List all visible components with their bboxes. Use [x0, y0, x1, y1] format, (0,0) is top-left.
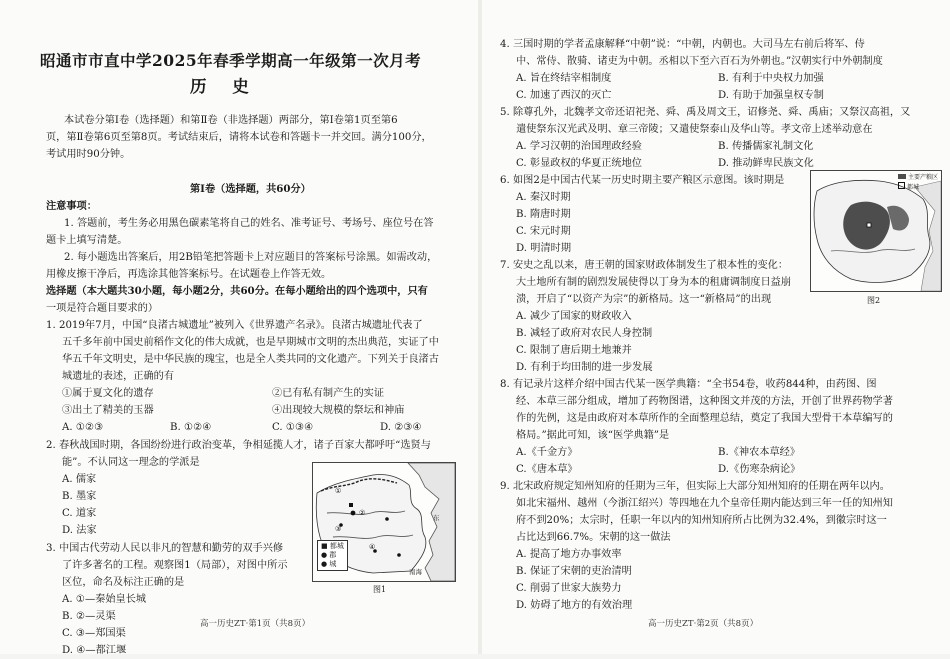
q5-stem: 5. 除尊孔外，北魏孝文帝还诏祀尧、舜、禹及周文王，诏修尧、舜、禹庙；又祭汉高祖，又	[500, 107, 911, 118]
q8-stem: 作的先例，这是由政府对本草所作的全面整理总结，奠定了我国大型骨干本草编写的	[516, 413, 893, 424]
q5-option-d[interactable]: D. 推动鲜卑民族文化	[718, 158, 814, 169]
q8-option-b[interactable]: B.《神农本草经》	[718, 447, 801, 458]
q5-option-a[interactable]: A. 学习汉朝的治国理政经验	[516, 141, 642, 152]
exam-page-2	[482, 0, 950, 654]
q2-option-b[interactable]: B. 墨家	[62, 491, 97, 502]
intro-line: 考试用时90分钟。	[46, 149, 131, 160]
mc-intro-line: 一项是符合题目要求的）	[46, 303, 159, 314]
intro-line: 本试卷分第Ⅰ卷（选择题）和第Ⅱ卷（非选择题）两部分，第Ⅰ卷第1页至第6	[64, 115, 398, 126]
q3-option-a[interactable]: A. ①—秦始皇长城	[62, 594, 147, 605]
legend-label: 主要产粮区	[907, 174, 938, 181]
svg-text:②: ②	[359, 509, 366, 517]
q1-option-a[interactable]: A. ①②③	[62, 422, 104, 433]
page-footer: 高一历史ZT·第1页（共8页）	[200, 619, 311, 629]
q6-option-c[interactable]: C. 宋元时期	[516, 226, 571, 237]
legend-item: ■ 都城	[321, 542, 344, 550]
q1-stem: 1. 2019年7月，中国“良渚古城遗址”被列入《世界遗产名录》。良渚古城遗址代表了	[46, 320, 423, 331]
q6-option-b[interactable]: B. 隋唐时期	[516, 209, 571, 220]
figure-2-map	[810, 170, 942, 292]
figure-1-map	[312, 462, 456, 582]
q8-stem: 8. 有记录片这样介绍中国古代某一医学典籍：“全书54卷，收药844种，由药图、图	[500, 379, 877, 390]
q3-stem: 区位，命名及标注正确的是	[62, 577, 185, 588]
q6-stem: 6. 如图2是中国古代某一历史时期主要产粮区示意图。该时期是	[500, 175, 785, 186]
q4-stem: 4. 三国时期的学者孟康解释“中朝”说：“中朝，内朝也。大司马左右前后将军、侍	[500, 39, 865, 50]
q9-option-b[interactable]: B. 保证了宋朝的吏治清明	[516, 566, 632, 577]
q1-option-c[interactable]: C. ①③④	[272, 422, 314, 433]
q6-option-d[interactable]: D. 明清时期	[516, 243, 572, 254]
grain-area-swatch	[898, 174, 906, 179]
map-1-legend	[317, 540, 348, 571]
svg-text:④: ④	[369, 543, 376, 551]
legend-item	[898, 174, 938, 182]
q5-option-c[interactable]: C. 彰显政权的华夏正统地位	[516, 158, 642, 169]
q9-option-a[interactable]: A. 提高了地方办事效率	[516, 549, 622, 560]
q8-stem: 格局。”据此可知，该“医学典籍”是	[516, 430, 670, 441]
q8-stem: 经、本草三部分组成，增加了药物图谱，这种图文并茂的方法，开创了世界药物学著	[516, 396, 893, 407]
q4-option-b[interactable]: B. 有利于中央权力加强	[718, 73, 824, 84]
q9-stem: 如北宋福州、越州（今浙江绍兴）等四地在九个皇帝任期内能达到三年一任的知州知	[516, 498, 893, 509]
q3-stem: 了许多著名的工程。观察图1（局部），对图中所示	[62, 560, 288, 571]
q9-stem: 9. 北宋政府规定知州知府的任期为三年，但实际上大部分知州知府的任期在两年以内。	[500, 481, 890, 492]
q2-stem: 2. 春秋战国时期，各国纷纷进行政治变革，争相延揽人才，诸子百家大都呼吁“选贤与	[46, 440, 431, 451]
note-line: 2. 每小题选出答案后，用2B铅笔把答题卡上对应题目的答案标号涂黑。如需改动，	[64, 252, 438, 263]
q1-statement: ④出现较大规模的祭坛和神庙	[272, 405, 405, 416]
section-title: 第Ⅰ卷（选择题，共60分）	[190, 183, 311, 195]
q1-option-d[interactable]: D. ②③④	[380, 422, 422, 433]
mc-intro-line: 选择题（本大题共30小题，每小题2分，共60分。在每小题给出的四个选项中，只有	[46, 285, 428, 297]
map-1-sea-label: 东	[433, 514, 440, 522]
q1-stem: 华五千年文明史，是中华民族的瑰宝，也是全人类共同的文化遗产。下列关于良渚古	[62, 354, 439, 365]
q4-option-c[interactable]: C. 加速了西汉的灭亡	[516, 90, 612, 101]
q3-option-b[interactable]: B. ②—灵渠	[62, 611, 116, 622]
q7-stem: 7. 安史之乱以来，唐王朝的国家财政体制发生了根本性的变化：	[500, 260, 789, 271]
note-line: 1. 答题前，考生务必用黑色碳素笔将自己的姓名、准考证号、考场号、座位号在答	[64, 218, 434, 229]
q4-option-d[interactable]: D. 有助于加强皇权专制	[718, 90, 824, 101]
q7-stem: 大土地所有制的剧烈发展使得以丁身为本的租庸调制度日益崩	[516, 277, 792, 288]
q1-stem: 城遗址的表述，正确的有	[62, 371, 175, 382]
q2-option-c[interactable]: C. 道家	[62, 508, 97, 519]
q1-option-b[interactable]: B. ①②④	[170, 422, 212, 433]
q5-stem: 遣使祭东汉光武及明、章三帝陵；又遣使祭泰山及华山等。孝文帝上述举动意在	[516, 124, 873, 135]
q7-option-b[interactable]: B. 减轻了政府对农民人身控制	[516, 328, 653, 339]
q9-stem: 府不到20%；太宗时，任职一年以内的知州知府所占比例为32.4%，到徽宗时这一	[516, 515, 887, 526]
legend-item	[898, 182, 938, 192]
legend-label: 都城	[906, 184, 919, 191]
q3-option-c[interactable]: C. ③—郑国渠	[62, 628, 126, 639]
notes-title: 注意事项：	[46, 200, 97, 212]
legend-item: ● 郡	[321, 551, 337, 559]
q3-option-d[interactable]: D. ④—都江堰	[62, 645, 127, 656]
q9-option-c[interactable]: C. 削弱了世家大族势力	[516, 583, 622, 594]
exam-title: 昭通市市直中学2025年春季学期高一年级第一次月考	[40, 51, 422, 70]
q5-option-b[interactable]: B. 传播儒家礼制文化	[718, 141, 814, 152]
q7-stem: 溃，开启了“以资产为宗”的新格局。这一“新格局”的出现	[516, 294, 772, 305]
exam-page-1	[0, 0, 478, 654]
q7-option-c[interactable]: C. 限制了唐后期土地兼并	[516, 345, 632, 356]
q2-option-d[interactable]: D. 法家	[62, 525, 97, 536]
q4-option-a[interactable]: A. 旨在终结宰相制度	[516, 73, 612, 84]
mc-intro	[46, 283, 428, 300]
note-line: 用橡皮擦干净后，再选涂其他答案标号。在试题卷上作答无效。	[46, 269, 332, 280]
q1-statement: ②已有私有制产生的实证	[272, 388, 385, 399]
q9-stem: 占比达到66.7%。宋朝的这一做法	[516, 532, 671, 543]
map-2-legend	[898, 174, 938, 192]
intro-line: 页，第Ⅱ卷第6页至第8页。考试结束后，请将本试卷和答题卡一并交回。满分100分，	[46, 132, 432, 143]
q2-option-a[interactable]: A. 儒家	[62, 474, 97, 485]
q6-option-a[interactable]: A. 秦汉时期	[516, 192, 571, 203]
q2-stem: 能”。不认同这一理念的学派是	[62, 457, 200, 468]
svg-text:③: ③	[335, 525, 342, 533]
q8-option-d[interactable]: D.《伤寒杂病论》	[718, 464, 801, 475]
svg-text:①: ①	[335, 487, 342, 495]
legend-item: ● 城	[321, 560, 337, 568]
q1-statement: ①属于夏文化的遗存	[62, 388, 154, 399]
q1-stem: 五千多年前中国史前稻作文化的伟大成就，也是早期城市文明的杰出典范，实证了中	[62, 337, 439, 348]
figure-2-caption: 图2	[867, 296, 881, 305]
subject-title: 历 史	[190, 77, 259, 96]
q1-statement: ③出土了精美的玉器	[62, 405, 154, 416]
note-line: 题卡上填写清楚。	[46, 235, 128, 246]
capital-swatch	[898, 182, 905, 189]
q8-option-a[interactable]: A.《千金方》	[516, 447, 578, 458]
page-footer: 高一历史ZT·第2页（共8页）	[648, 619, 759, 629]
q7-option-d[interactable]: D. 有利于均田制的进一步发展	[516, 362, 653, 373]
q8-option-c[interactable]: C.《唐本草》	[516, 464, 578, 475]
q9-option-d[interactable]: D. 妨碍了地方的有效治理	[516, 600, 633, 611]
q4-stem: 中、常侍、散骑、诸吏为中朝。丞相以下至六百石为外朝也。”汉朝实行中外朝制度	[516, 56, 883, 67]
figure-1-caption: 图1	[373, 585, 387, 594]
q3-stem: 3. 中国古代劳动人民以非凡的智慧和勤劳的双手兴修	[46, 543, 284, 554]
map-1-sea-label: 南海	[409, 568, 422, 576]
q7-option-a[interactable]: A. 减少了国家的财政收入	[516, 311, 632, 322]
